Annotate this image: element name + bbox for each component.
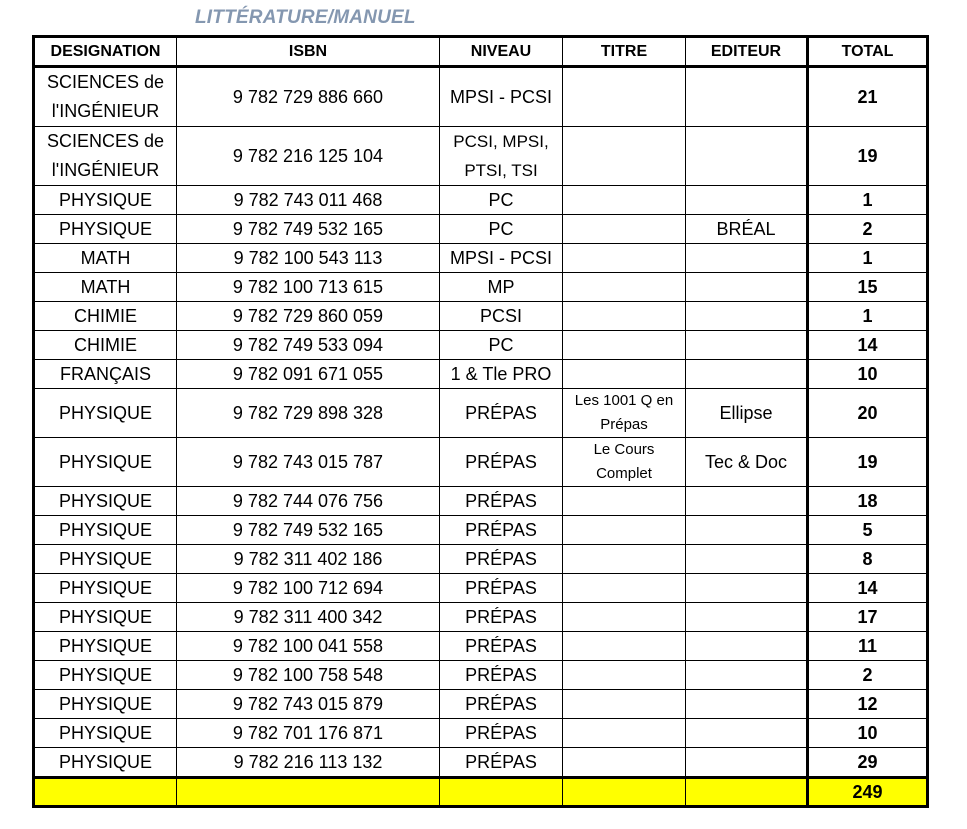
cell-titre[interactable] (563, 574, 686, 603)
cell-isbn[interactable]: 9 782 729 886 660 (177, 67, 440, 127)
cell-isbn[interactable]: 9 782 743 015 879 (177, 690, 440, 719)
cell-isbn[interactable]: 9 782 749 533 094 (177, 331, 440, 360)
cell-total[interactable]: 19 (808, 127, 928, 186)
cell-editeur[interactable] (686, 273, 808, 302)
cell-editeur[interactable] (686, 186, 808, 215)
cell-designation[interactable]: SCIENCES de l'INGÉNIEUR (34, 127, 177, 186)
cell-titre[interactable] (563, 127, 686, 186)
table-row (34, 661, 928, 690)
table-row (34, 487, 928, 516)
cell-titre[interactable] (563, 273, 686, 302)
table-row (34, 273, 928, 302)
cell-designation[interactable]: PHYSIQUE (34, 516, 177, 545)
cell-niveau[interactable]: PRÉPAS (440, 690, 563, 719)
table-row (34, 438, 928, 487)
cell-editeur[interactable] (686, 302, 808, 331)
cell-titre[interactable] (563, 244, 686, 273)
cell-designation[interactable]: MATH (34, 273, 177, 302)
total-empty-cell[interactable] (686, 778, 808, 807)
cell-designation[interactable]: MATH (34, 244, 177, 273)
cell-designation[interactable]: CHIMIE (34, 302, 177, 331)
sheet-title: LITTÉRATURE/MANUEL (195, 7, 416, 28)
cell-total[interactable]: 29 (808, 748, 928, 778)
cell-editeur[interactable]: Tec & Doc (686, 438, 808, 487)
cell-niveau[interactable]: MPSI - PCSI (440, 244, 563, 273)
cell-designation[interactable]: SCIENCES de l'INGÉNIEUR (34, 67, 177, 127)
column-header-isbn[interactable]: ISBN (177, 37, 440, 67)
cell-niveau[interactable]: MPSI - PCSI (440, 67, 563, 127)
cell-designation[interactable]: FRANÇAIS (34, 360, 177, 389)
cell-niveau[interactable]: PC (440, 186, 563, 215)
table-row (34, 516, 928, 545)
cell-editeur[interactable] (686, 719, 808, 748)
cell-designation[interactable]: PHYSIQUE (34, 632, 177, 661)
cell-total[interactable]: 8 (808, 545, 928, 574)
cell-editeur[interactable] (686, 545, 808, 574)
cell-designation[interactable]: CHIMIE (34, 331, 177, 360)
cell-designation[interactable]: PHYSIQUE (34, 186, 177, 215)
table-row (34, 690, 928, 719)
cell-titre[interactable] (563, 719, 686, 748)
table-row (34, 67, 928, 127)
cell-niveau[interactable]: PCSI, MPSI, PTSI, TSI (440, 127, 563, 186)
cell-titre[interactable] (563, 487, 686, 516)
column-header-editeur[interactable]: EDITEUR (686, 37, 808, 67)
cell-titre[interactable] (563, 186, 686, 215)
column-header-total[interactable]: TOTAL (808, 37, 928, 67)
cell-total[interactable]: 17 (808, 603, 928, 632)
cell-editeur[interactable] (686, 67, 808, 127)
cell-titre[interactable] (563, 748, 686, 778)
cell-editeur[interactable] (686, 244, 808, 273)
column-header-titre[interactable]: TITRE (563, 37, 686, 67)
cell-total[interactable]: 5 (808, 516, 928, 545)
cell-isbn[interactable]: 9 782 216 113 132 (177, 748, 440, 778)
cell-designation[interactable]: PHYSIQUE (34, 574, 177, 603)
table-row (34, 632, 928, 661)
cell-niveau[interactable]: PRÉPAS (440, 389, 563, 438)
cell-total[interactable]: 18 (808, 487, 928, 516)
cell-total[interactable]: 1 (808, 302, 928, 331)
cell-niveau[interactable]: PCSI (440, 302, 563, 331)
cell-niveau[interactable]: PRÉPAS (440, 438, 563, 487)
cell-titre[interactable] (563, 215, 686, 244)
cell-editeur[interactable] (686, 574, 808, 603)
cell-editeur[interactable] (686, 487, 808, 516)
cell-isbn[interactable]: 9 782 091 671 055 (177, 360, 440, 389)
cell-niveau[interactable]: PRÉPAS (440, 661, 563, 690)
cell-niveau[interactable]: 1 & Tle PRO (440, 360, 563, 389)
cell-designation[interactable]: PHYSIQUE (34, 719, 177, 748)
cell-total[interactable]: 14 (808, 574, 928, 603)
cell-designation[interactable]: PHYSIQUE (34, 748, 177, 778)
textbook-inventory-table (32, 35, 929, 808)
cell-titre[interactable]: Les 1001 Q en Prépas (563, 389, 686, 438)
table-row (34, 574, 928, 603)
cell-editeur[interactable] (686, 661, 808, 690)
cell-editeur[interactable] (686, 632, 808, 661)
cell-isbn[interactable]: 9 782 744 076 756 (177, 487, 440, 516)
cell-titre[interactable] (563, 632, 686, 661)
cell-titre[interactable]: Le Cours Complet (563, 438, 686, 487)
cell-total[interactable]: 14 (808, 331, 928, 360)
cell-editeur[interactable]: Ellipse (686, 389, 808, 438)
cell-titre[interactable] (563, 603, 686, 632)
cell-total[interactable]: 20 (808, 389, 928, 438)
cell-niveau[interactable]: PC (440, 331, 563, 360)
table-row (34, 360, 928, 389)
cell-titre[interactable] (563, 67, 686, 127)
cell-editeur[interactable] (686, 331, 808, 360)
header-row (34, 37, 928, 67)
cell-titre[interactable] (563, 690, 686, 719)
table-row (34, 331, 928, 360)
total-empty-cell[interactable] (34, 778, 177, 807)
grand-total-cell[interactable]: 249 (808, 778, 928, 807)
cell-isbn[interactable]: 9 782 729 898 328 (177, 389, 440, 438)
cell-titre[interactable] (563, 516, 686, 545)
cell-isbn[interactable]: 9 782 100 041 558 (177, 632, 440, 661)
cell-niveau[interactable]: PC (440, 215, 563, 244)
cell-titre[interactable] (563, 360, 686, 389)
column-header-designation[interactable]: DESIGNATION (34, 37, 177, 67)
table-row (34, 215, 928, 244)
total-empty-cell[interactable] (563, 778, 686, 807)
cell-total[interactable]: 10 (808, 360, 928, 389)
cell-designation[interactable]: PHYSIQUE (34, 438, 177, 487)
cell-designation[interactable]: PHYSIQUE (34, 603, 177, 632)
cell-titre[interactable] (563, 331, 686, 360)
cell-total[interactable]: 2 (808, 661, 928, 690)
table-row (34, 244, 928, 273)
cell-isbn[interactable]: 9 782 311 400 342 (177, 603, 440, 632)
cell-total[interactable]: 15 (808, 273, 928, 302)
cell-designation[interactable]: PHYSIQUE (34, 690, 177, 719)
cell-isbn[interactable]: 9 782 701 176 871 (177, 719, 440, 748)
cell-isbn[interactable]: 9 782 729 860 059 (177, 302, 440, 331)
cell-titre[interactable] (563, 302, 686, 331)
cell-isbn[interactable]: 9 782 743 011 468 (177, 186, 440, 215)
cell-isbn[interactable]: 9 782 100 713 615 (177, 273, 440, 302)
cell-isbn[interactable]: 9 782 100 543 113 (177, 244, 440, 273)
cell-niveau[interactable]: PRÉPAS (440, 574, 563, 603)
cell-editeur[interactable] (686, 127, 808, 186)
cell-total[interactable]: 11 (808, 632, 928, 661)
table-row (34, 127, 928, 186)
table-row (34, 302, 928, 331)
cell-editeur[interactable] (686, 516, 808, 545)
cell-editeur[interactable] (686, 360, 808, 389)
cell-isbn[interactable]: 9 782 100 758 548 (177, 661, 440, 690)
cell-isbn[interactable]: 9 782 749 532 165 (177, 516, 440, 545)
cell-editeur[interactable] (686, 748, 808, 778)
cell-isbn[interactable]: 9 782 216 125 104 (177, 127, 440, 186)
total-empty-cell[interactable] (440, 778, 563, 807)
cell-designation[interactable]: PHYSIQUE (34, 661, 177, 690)
cell-niveau[interactable]: PRÉPAS (440, 603, 563, 632)
cell-niveau[interactable]: MP (440, 273, 563, 302)
cell-total[interactable]: 21 (808, 67, 928, 127)
cell-isbn[interactable]: 9 782 743 015 787 (177, 438, 440, 487)
cell-designation[interactable]: PHYSIQUE (34, 487, 177, 516)
grand-total-row (34, 778, 928, 807)
cell-niveau[interactable]: PRÉPAS (440, 545, 563, 574)
cell-editeur[interactable]: BRÉAL (686, 215, 808, 244)
cell-niveau[interactable]: PRÉPAS (440, 748, 563, 778)
cell-editeur[interactable] (686, 690, 808, 719)
cell-total[interactable]: 19 (808, 438, 928, 487)
cell-niveau[interactable]: PRÉPAS (440, 632, 563, 661)
cell-total[interactable]: 2 (808, 215, 928, 244)
cell-titre[interactable] (563, 661, 686, 690)
column-header-niveau[interactable]: NIVEAU (440, 37, 563, 67)
cell-total[interactable]: 10 (808, 719, 928, 748)
table-row (34, 545, 928, 574)
table-row (34, 603, 928, 632)
cell-designation[interactable]: PHYSIQUE (34, 545, 177, 574)
cell-niveau[interactable]: PRÉPAS (440, 719, 563, 748)
cell-total[interactable]: 12 (808, 690, 928, 719)
cell-total[interactable]: 1 (808, 244, 928, 273)
cell-designation[interactable]: PHYSIQUE (34, 215, 177, 244)
table-row (34, 186, 928, 215)
table-row (34, 389, 928, 438)
cell-isbn[interactable]: 9 782 100 712 694 (177, 574, 440, 603)
cell-designation[interactable]: PHYSIQUE (34, 389, 177, 438)
table-row (34, 719, 928, 748)
cell-isbn[interactable]: 9 782 749 532 165 (177, 215, 440, 244)
cell-niveau[interactable]: PRÉPAS (440, 516, 563, 545)
total-empty-cell[interactable] (177, 778, 440, 807)
cell-titre[interactable] (563, 545, 686, 574)
cell-total[interactable]: 1 (808, 186, 928, 215)
table-row (34, 748, 928, 778)
cell-niveau[interactable]: PRÉPAS (440, 487, 563, 516)
cell-editeur[interactable] (686, 603, 808, 632)
cell-isbn[interactable]: 9 782 311 402 186 (177, 545, 440, 574)
